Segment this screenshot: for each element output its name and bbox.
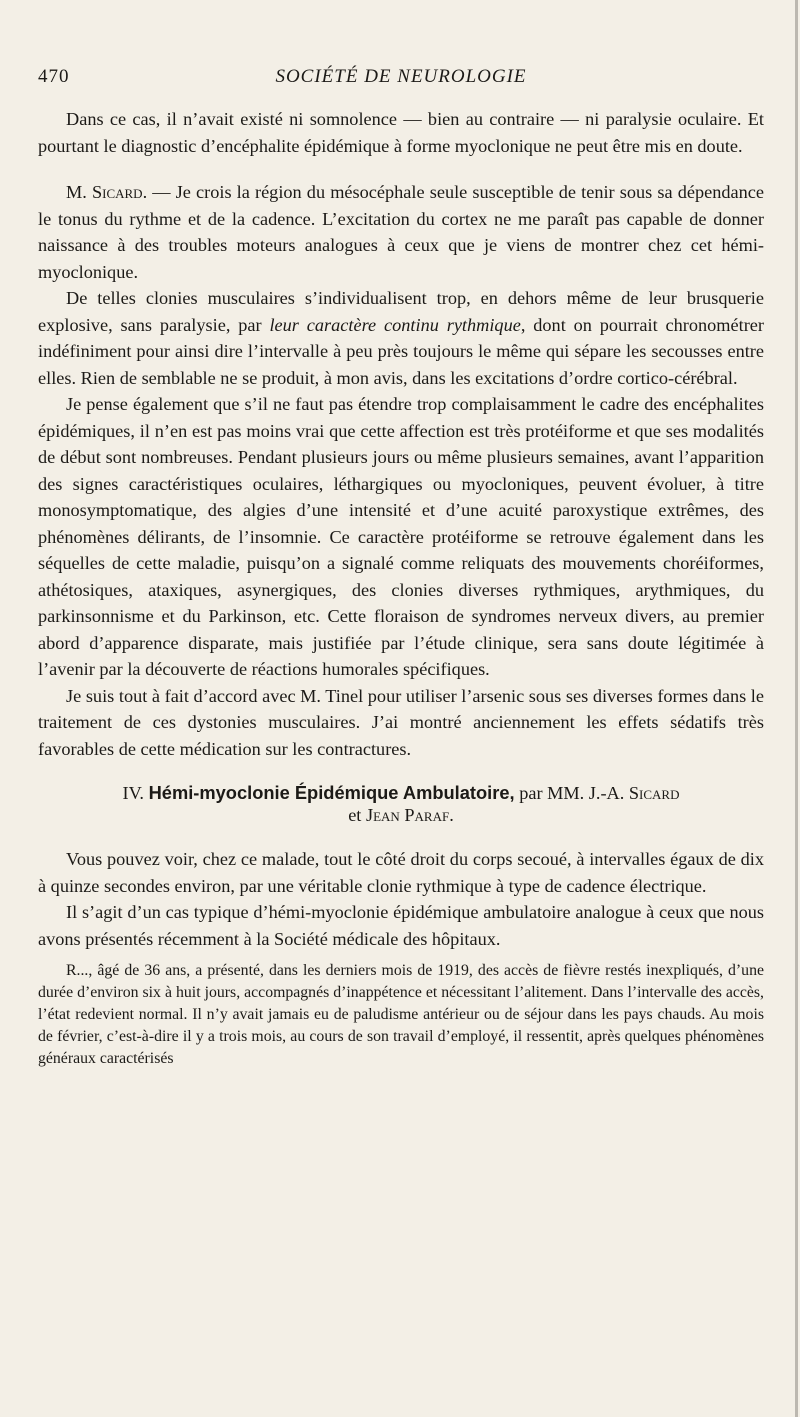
paragraph-3-end: , dont on pourrait chronométrer indéfiniment pour ainsi dire l’intervalle à peu près toujours le même qui sépare les secousses entre elles. Rien de semblable ne se produit, à mon avis, dans les excitations d’ordre cortico-cérébral. — [38, 314, 764, 388]
section-heading — [38, 782, 764, 826]
section-author-1: J.-A. Sicard — [588, 783, 680, 803]
section-paragraph-2: Il s’agit d’un cas typique d’hémi-myoclonie épidémique ambulatoire analogue à ceux que nous avons présentés récemment à la Société médicale des hôpitaux. — [38, 902, 764, 949]
speaker-name: Sicard — [91, 182, 143, 202]
paragraph-3 — [38, 285, 764, 391]
page-edge — [795, 0, 798, 1417]
speaker-prefix: M. — [66, 182, 92, 202]
paragraph-2 — [38, 179, 764, 285]
page — [38, 66, 764, 1070]
speaker-suffix: . — — [142, 182, 176, 202]
paragraph-3-italic: leur caractère continu rythmique — [269, 314, 521, 335]
section-paragraph-1: Vous pouvez voir, chez ce malade, tout le côté droit du corps secoué, à intervalles égaux de dix à quinze secondes environ, par une véritable clonie rythmique à type de cadence électrique. — [38, 849, 764, 896]
journal-title: SOCIÉTÉ DE NEUROLOGIE — [275, 66, 527, 87]
case-report: R..., âgé de 36 ans, a présenté, dans les derniers mois de 1919, des accès de fièvre restés inexpliqués, d’une durée d’environ six à huit jours, accompagnés d’inappétence et nécessitant l’alitement. Dans l’intervalle des accès, l’état redevient normal. Il n’y avait jamais eu de paludisme antérieur ou de séjour dans les pays chauds. Au mois de février, c’est-à-dire il y a trois mois, au cours de son travail d’employé, il ressentit, après quelques phénomènes généraux caractérisés — [38, 962, 764, 1067]
paragraph-1: Dans ce cas, il n’avait existé ni somnolence — bien au contraire — ni paralysie oculaire. Et pourtant le diagnostic d’encéphalite épidémique à forme myoclonique ne peut être mis en doute. — [38, 109, 764, 156]
section-and: et — [348, 805, 362, 825]
page-number: 470 — [38, 66, 70, 87]
paragraph-4: Je pense également que s’il ne faut pas étendre trop complaisamment le cadre des encéphalites épidémiques, il n’en est pas moins vrai que cette affection est très protéiforme et que ses modalités de début sont nombreuses. Pendant plusieurs jours ou même plusieurs semaines, avant l’apparition des signes caractéristiques oculaires, léthargiques ou myocloniques, peuvent évoluer, à titre monosymptomatique, des algies d’une intensité et d’une acuité paroxystique extrêmes, des phénomènes délirants, de l’insomnie. Ce caractère protéiforme se retrouve également dans les séquelles de cette maladie, puisqu’on a signalé comme reliquats des mouvements choréiformes, athétosiques, ataxiques, asynergiques, des clonies diverses rythmiques, arythmiques, du parkinsonnisme et du Parkinson, etc. Cette floraison de syndromes nerveux divers, au premier abord d’apparence disparate, mais justifiée par l’étude clinique, sera sans doute légitimée à l’avenir par la découverte de réactions humorales spécifiques. — [38, 394, 764, 679]
section-title: Hémi-myoclonie Épidémique Ambulatoire, — [148, 782, 515, 803]
paragraph-2-text: Je crois la région du mésocéphale seule susceptible de tenir sous sa dépendance le tonus du rythme et de la cadence. L’excitation du cortex ne me paraît pas capable de donner naissance à des troubles moteurs analogues à ceux que je viens de montrer chez cet hémi-myoclonique. — [38, 182, 764, 282]
paragraph-5: Je suis tout à fait d’accord avec M. Tinel pour utiliser l’arsenic sous ses diverses formes dans le traitement de ces dystonies musculaires. J’ai montré anciennement les effets sédatifs très favorables de cette médication sur les contractures. — [38, 685, 764, 759]
section-number: IV. — [122, 783, 144, 803]
section-end: . — [449, 805, 454, 825]
paragraph-3-start: De telles clonies musculaires s’individualisent trop, en dehors même de leur brusquerie explosive, sans paralysie, par — [38, 288, 764, 335]
section-author-2: Jean Paraf — [365, 805, 450, 825]
running-head — [38, 66, 764, 106]
section-by: par MM. — [519, 783, 585, 803]
